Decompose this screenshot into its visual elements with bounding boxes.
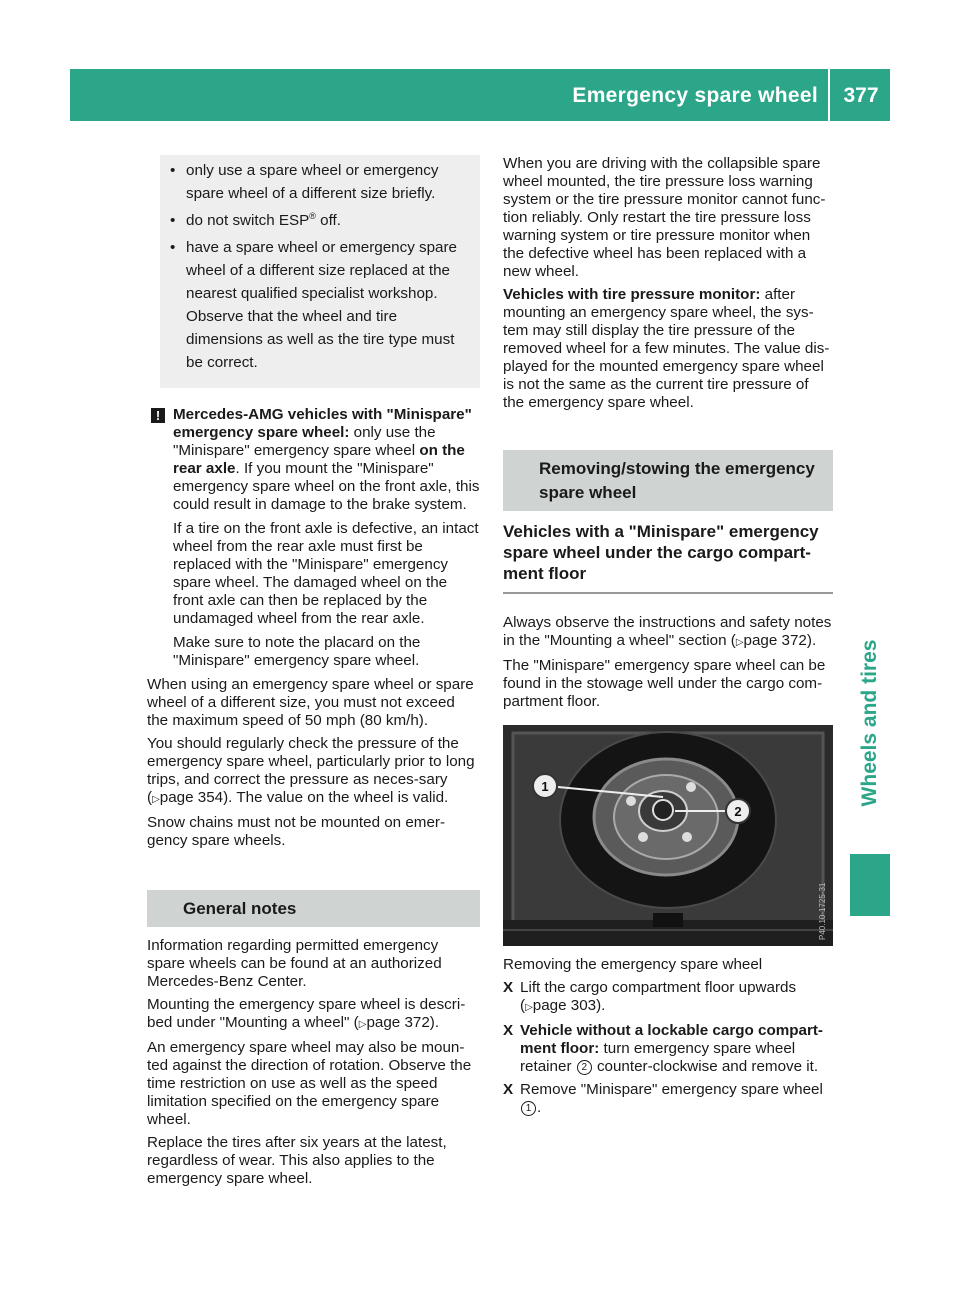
page-ref-link[interactable]: page 372 [366,1014,430,1031]
paragraph: When you are driving with the collapsible spare wheel mounted, the tire pressure loss warning system or the tire pressure monitor cannot func-tion reliably. Only restart the tire pressure loss warning system or tire pressure monitor when the defective wheel has been replaced with a new wheel. [503,155,826,280]
step-icon: X [503,1081,514,1098]
spare-wheel-illustration [503,725,833,946]
right-column [503,155,833,1122]
header-divider [828,69,830,121]
sub-heading: Vehicles with a "Minispare" emergency spare wheel under the cargo compart-ment floor [503,521,833,594]
paragraph: Replace the tires after six years at the latest, regardless of wear. This also applies to the emergency spare wheel. [147,1134,447,1187]
spare-wheel-figure [503,725,833,946]
page-ref-icon: ▷ [525,1002,533,1013]
page-header [70,69,890,121]
page-ref-link[interactable]: page 303 [532,997,597,1014]
step-item: X Remove "Minispare" emergency spare wheel 1 . [503,1081,823,1116]
page-ref-icon: ▷ [735,637,744,648]
bullet-item: • do not switch ESP® off. [170,209,472,232]
step-icon: X [503,1022,514,1039]
step-item: X Lift the cargo compartment floor upwards (▷page 303). [503,979,797,1014]
callout-1: 1 [541,779,549,794]
note-box [160,155,480,388]
section-heading-removing: Removing/stowing the emergency spare wheel [503,450,833,511]
warning-para: If a tire on the front axle is defective, an intact wheel from the rear axle must first be replaced with the "Minispare" emergency spare wheel. The damaged wheel on the front axle can then be replaced by the undamaged wheel from the rear axle. [173,520,479,627]
section-heading-general-notes: General notes [147,890,480,927]
paragraph: When using an emergency spare wheel or spare wheel of a different size, you must not exceed the maximum speed of 50 mph (80 km/h). [147,676,474,729]
page-ref-link[interactable]: page 354 [159,789,224,806]
callout-2: 2 [734,804,742,819]
side-tab [850,630,890,816]
paragraph: Snow chains must not be mounted on emer-gency spare wheels. [147,814,446,849]
step-item: X Vehicle without a lockable cargo compart-ment floor: turn emergency spare wheel retainer 2 counter-clockwise and remove it. [503,1022,823,1075]
side-tab-label: Wheels and tires [858,639,881,807]
paragraph: Always observe the instructions and safety notes in the "Mounting a wheel" section (▷page 372). [503,614,832,649]
page-number: 377 [843,84,879,107]
figure-code: P40.10-1725-31 [818,882,827,940]
paragraph: Mounting the emergency spare wheel is descri-bed under "Mounting a wheel" (▷page 372). [147,996,466,1031]
step-icon: X [503,979,514,996]
left-column [147,155,480,1193]
bullet-item: • only use a spare wheel or emergency spare wheel of a different size briefly. [170,159,472,205]
paragraph: The "Minispare" emergency spare wheel can be found in the stowage well under the cargo com-partment floor. [503,657,826,710]
callout-ref: 2 [577,1060,592,1075]
warning-icon: ! [151,408,165,423]
paragraph: An emergency spare wheel may also be moun-ted against the direction of rotation. Observe the time restriction on use as well as the speed limitation specified on the emergency spare wheel. [147,1039,472,1128]
page-ref-link[interactable]: page 372 [743,632,807,649]
side-tab-marker [850,854,890,916]
header-title: Emergency spare wheel [572,84,818,107]
warning-para: Make sure to note the placard on the "Minispare" emergency spare wheel. [173,634,421,669]
warning-note [147,406,480,670]
page-ref-icon: ▷ [152,794,160,805]
paragraph: You should regularly check the pressure of the emergency spare wheel, particularly prior to long trips, and correct the pressure as neces-sary (▷page 354). The value on the wheel is valid. [147,735,475,806]
page-ref-icon: ▷ [358,1019,367,1030]
bullet-item: • have a spare wheel or emergency spare wheel of a different size replaced at the nearest qualified specialist workshop. Observe that the wheel and tire dimensions as well as the tire type must be correct. [170,236,472,374]
paragraph: Vehicles with tire pressure monitor: after mounting an emergency spare wheel, the sys-tem may still display the tire pressure of the removed wheel for a few minutes. The value dis-played for the mounted emergency spare wheel is not the same as the current tire pressure of the emergency spare wheel. [503,286,830,411]
figure-caption: Removing the emergency spare wheel [503,956,763,973]
warning-para: Mercedes-AMG vehicles with "Minispare" emergency spare wheel: only use the "Minispare" emergency spare wheel on the rear axle. If you mount the "Minispare" emergency spare wheel on the front axle, this could result in damage to the brake system. [173,406,480,513]
paragraph: Information regarding permitted emergency spare wheels can be found at an authorized Mercedes-Benz Center. [147,937,442,990]
callout-ref: 1 [521,1101,536,1116]
